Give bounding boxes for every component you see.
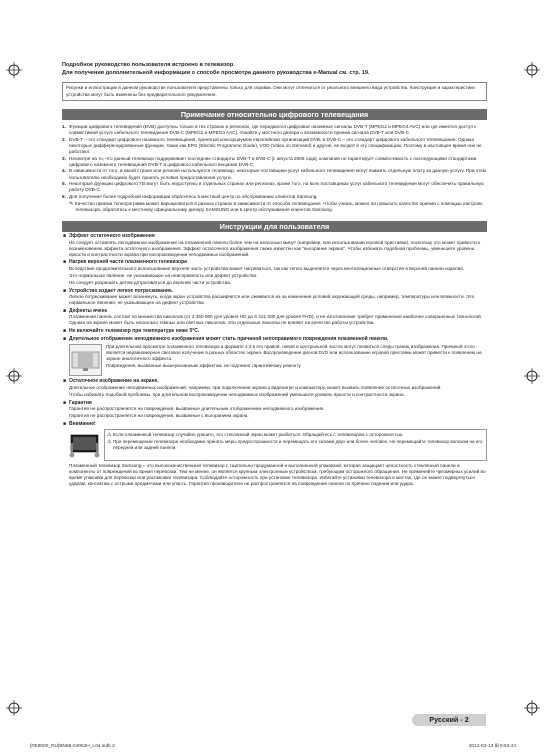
manual-page [62,62,487,487]
bullet-icon: ■ [63,307,67,314]
heat-section: ■ Нагрев верхней части плазменного телевизора Вследствие продолжительного использования верхняя часть устройства может нагреваться, так как тепло выделяется через вентиляционные отверстия в верхней панели изделия. Это нормальное явление, не указывающее на неисправность или дефект устройства. Не следует разрешать детям дотрагиваться до верхней части устройства. [63,259,465,286]
tv-carry-illustration [69,429,100,461]
registration-mark-icon [6,368,22,384]
footer-timestamp: 2012-03-13 ⊞ 6:53:44 [468,744,516,749]
long-display-section: ■ Длительное отображение неподвижного изображения может стать причиной непоправимого повреждения плазменной панели. При длительном просмотре плазменного телевизора в формате 4:3 в его правой, левой и центральной частях могут появиться следы границ изображения. Причиной этого является неравномерное световое излучение в разных областях экрана. Воспроизведение дисков DVD или использование игровой приставки может привести к появлению на экране аналогичного эффекта. Повреждения, вызванные вышеуказанным эффектом, не подлежат гарантийному ремонту. [62,336,487,377]
attention-section: ■ Внимание! ⚠ Если плазменный телевизор случайно уронить, его стеклянный экран может разбиться. Обращайтесь с телевизором с осторожностью. ⚠ При перемещении телевизора необходимо принять меры предосторожности и перемещать его силами двух или более человек. Не перемещайте телевизор волоком на его передней или задней панели. Плазменный телевизор Samsung – это высококачественный телевизор с тщательно продуманной и выполненной упаковкой, которая защищает целостность стеклянной панели и компоненты от повреждений во время перевозки. Тем не менее, он является крупным электронным устройством, требующим осторожного обращения. Не применяйте чрезмерных усилий во время упаковки для перевозки или распаковки телевизора. Соблюдайте осторожность при установке телевизора. Избегайте установки телевизора в местах, где он может подвергнуться ударам, контактам с острыми предметами или упасть. Гарантия производителя не распространяется на повреждения панели по причине падения или удара. [63,420,486,487]
bullet-icon: ■ [63,287,67,294]
list-item: 2. DVB-T – это стандарт цифрового наземного телевещания, принятый консорциумом европейских организаций DVB, а DVB-C – это стандарт цифрового кабельного телевещания. Однако некоторые дифференцированные функции, такие как EPG (Electric Programme Guide), VOD (Video on Demand) и другие, не входят в эту спецификацию. Поэтому в настоящее время они не работают. [62,136,482,154]
bullet-icon: ■ [63,399,67,406]
list-item: 3. Несмотря на то, что данный телевизор поддерживает последние стандарты DVB-T и DVB-C [с августа 2008 года], компания не гарантирует совместимость с последующими стандартами цифрового наземного телевещания DVB-T и цифрового кабельного вещания DVB-C. [62,155,477,167]
print-footer [30,744,516,749]
bullet-icon: ■ [63,378,67,385]
registration-mark-icon [524,700,540,716]
bullet-icon: ■ [63,233,67,240]
registration-mark-icon [524,62,540,78]
registration-mark-icon [6,62,22,78]
still-image-section: ■ Эффект остаточного изображения Не следует оставлять неподвижное изображение на плазменной панели более чем на несколько минут (например, при использовании игровой приставки), поскольку это может привести к возникновению эффекта остаточного изображения. Эффект остаточного изображения также известен как "выгорание экрана". Чтобы избежать подобной проблемы, уменьшите уровень яркости и контрастности экрана при воспроизведении неподвижных изображений. [63,233,481,257]
pencil-note-icon: ✎ [69,200,74,207]
registration-mark-icon [6,700,22,716]
bullet-icon: ■ [63,420,67,427]
caution-icon: ⚠ [107,439,112,446]
warranty-section: ■ Гарантия Гарантия не распространяется на повреждения, вызванные длительным отображением неподвижного изображения. Гарантия не распространяется на повреждения, вызванные с выгоранием экрана. [63,399,325,419]
caution-box: ⚠ Если плазменный телевизор случайно уронить, его стеклянный экран может разбиться. Обращайтесь с телевизором с осторожностью. ⚠ При перемещении телевизора необходимо принять меры предосторожности и перемещать его силами двух или более человек. Не перемещайте телевизор волоком на его передней или задней панели. [104,429,487,461]
temperature-section: ■ Не включайте телевизор при температуре ниже 5°C. [63,327,200,334]
bullet-icon: ■ [63,327,67,334]
footer-file-label: [PE8000_RU]BN68-04062H_L04.indb 2 [30,744,115,749]
intro-line: Для получения дополнительной информации о способе просмотра данного руководства e-Manual см. стр. 19. [62,69,370,76]
intro-block [62,62,487,77]
list-item: 1. Функции цифрового телевидения (DVB) доступны только в тех странах и регионах, где передаются цифровые наземные сигналы DVB-T (MPEG2 и MPEG4 AVC) или где имеется доступ к совместимой услуге кабельного телевидения DVB-C (MPEG2 и MPEG4 AAC). Узнайте у местного дилера о возможности приема сигнала DVB-T или DVB-C. [62,124,477,136]
tv-screen-illustration [69,344,102,376]
bullet-icon: ■ [63,335,67,342]
crackle-section: ■ Устройство издает легкое потрескивание. Легкое потрескивание может возникнуть, когда экран устройства расширяется или сжимается из-за изменения условий окружающей среды, например, температуры или влажности. Это нормальное явление, не указывающее на дефект устройства. [63,287,475,306]
cell-defect-section: ■ Дефекты ячеек Плазменная панель состоит из множества пикселов (от 2 360 000 для уровня HD до 6 221 000 для уровня FHD), и ее изготовление требует применения наиболее совершенных технологий. Однако на экране может быть несколько темных или светлых пикселов. Эти отдельные пикселы не влияют на качество работы устройства. [63,307,483,326]
intro-line: Подробное руководство пользователя встроено в телевизор. [62,62,235,68]
final-paragraph: Плазменный телевизор Samsung – это высококачественный телевизор с тщательно продуманной и выполненной упаковкой, которая защищает целостность стеклянной панели и компоненты от повреждений во время перевозки. Тем не менее, он является крупным электронным устройством, требующим осторожного обращения. Не применяйте чрезмерных усилий во время упаковки для перевозки или распаковки телевизора. Соблюдайте осторожность при установке телевизора. Избегайте установки телевизора в местах, где он может подвергнуться ударам, контактам с острыми предметами или упасть. Гарантия производителя не распространяется на повреждения панели по причине падения или удара. [69,463,486,487]
bullet-icon: ■ [63,259,67,266]
registration-mark-icon [524,368,540,384]
list-item: 5. Некоторые функции цифрового ТВ могут быть недоступны в отдельных странах или регионах, кроме того, на всех поставщиках услуг кабельного телевидения могут обеспечить правильную работу DVB-C. [62,181,484,193]
disclaimer-box: Рисунки и иллюстрации в данном руководстве пользователя представлены только для справки. Они могут отличаться от реального внешнего вида устройства. Конструкция и характеристики устройства могут быть изменены без предварительного уведомления. [62,82,487,101]
list-item: 6. Для получения более подробной информации обратитесь в местный центр по обслуживанию клиентов Samsung. [62,194,318,199]
list-item: 4. В зависимости от того, в какой стране или регионе используется телевизор, некоторые поставщики услуг кабельного телевидения могут взимать отдельную плату за данную услугу. При этом пользователю необходимо будет принять условия предоставления услуги. [62,168,486,180]
section-title-bar: Примечание относительно цифрового телевещания [62,109,487,120]
afterimage-section: ■ Остаточное изображение на экране. Длительное отображение неподвижных изображений, например, при подключении экрана к видеоигре и компьютеру, может вызвать появление остаточных изображений. Чтобы избежать подобной проблемы, при длительном воспроизведении неподвижных изображений уменьшите уровень яркости и контрастности экрана. [63,378,442,398]
reception-note: ✎ Качество приема телепрограмм может варьироваться в разных странах в зависимости от способа телевещания. Чтобы узнать, можно ли повысить качество приема с помощью настроек телевизора, обратитесь к местному официальному дилеру SAMSUNG или в Центр обслуживания клиентов Samsung. [69,200,483,212]
section-title-bar: Инструкции для пользователя [62,221,487,232]
caution-icon: ⚠ [107,432,112,439]
digital-notes-list [62,124,487,200]
page-number-badge: Русский - 2 [412,714,486,726]
